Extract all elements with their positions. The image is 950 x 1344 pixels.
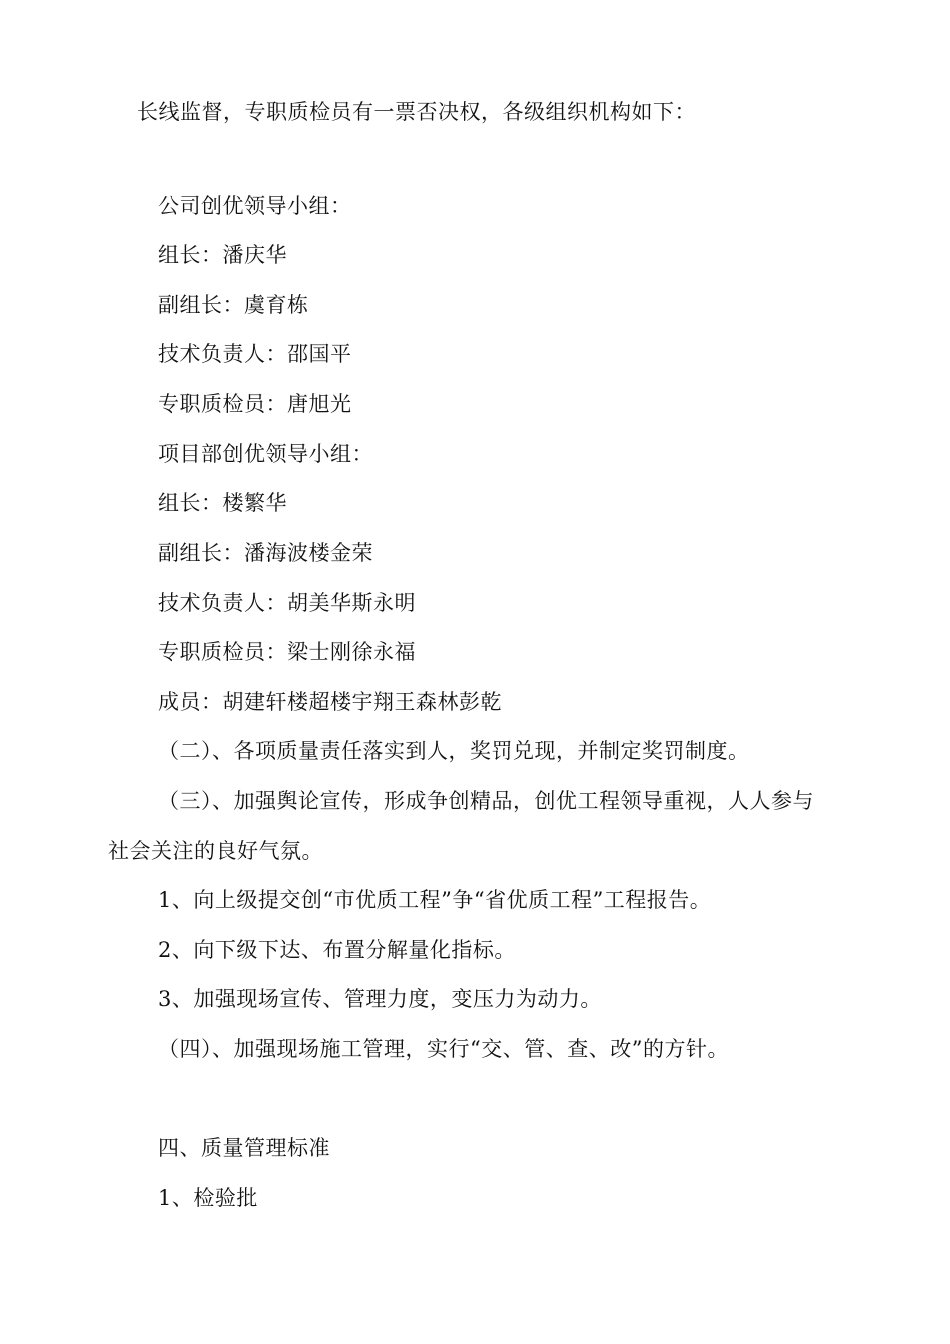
company-group-heading: 公司创优领导小组：: [158, 194, 352, 218]
company-group-tech-lead: 技术负责人：邵国平: [158, 342, 352, 366]
project-group-members: 成员：胡建轩楼超楼宇翔王森林彭乾: [158, 690, 502, 714]
section-four-sub-1: 1、检验批: [158, 1186, 258, 1210]
project-group-deputy: 副组长：潘海波楼金荣: [158, 541, 373, 565]
item-three-sub-2: 2、向下级下达、布置分解量化指标。: [158, 938, 516, 962]
project-group-tech-lead: 技术负责人：胡美华斯永明: [158, 591, 416, 615]
project-group-heading: 项目部创优领导小组：: [158, 442, 373, 466]
item-two: （二）、各项质量责任落实到人，奖罚兑现，并制定奖罚制度。: [158, 739, 750, 763]
item-three-continuation: 社会关注的良好气氛。: [108, 839, 323, 863]
company-group-leader: 组长：潘庆华: [158, 243, 287, 267]
item-four: （四）、加强现场施工管理，实行“交、管、查、改”的方针。: [158, 1037, 729, 1061]
section-four-heading: 四、质量管理标准: [158, 1136, 330, 1160]
project-group-leader: 组长：楼繁华: [158, 491, 287, 515]
item-three-sub-3: 3、加强现场宣传、管理力度，变压力为动力。: [158, 987, 602, 1011]
project-group-inspector: 专职质检员：梁士刚徐永福: [158, 640, 416, 664]
company-group-inspector: 专职质检员：唐旭光: [158, 392, 352, 416]
item-three: （三）、加强舆论宣传，形成争创精品，创优工程领导重视，人人参与: [158, 789, 814, 813]
company-group-deputy: 副组长：虞育栋: [158, 293, 309, 317]
intro-line: 长线监督，专职质检员有一票否决权，各级组织机构如下：: [137, 100, 696, 124]
item-three-sub-1: 1、向上级提交创“市优质工程”争“省优质工程”工程报告。: [158, 888, 712, 912]
